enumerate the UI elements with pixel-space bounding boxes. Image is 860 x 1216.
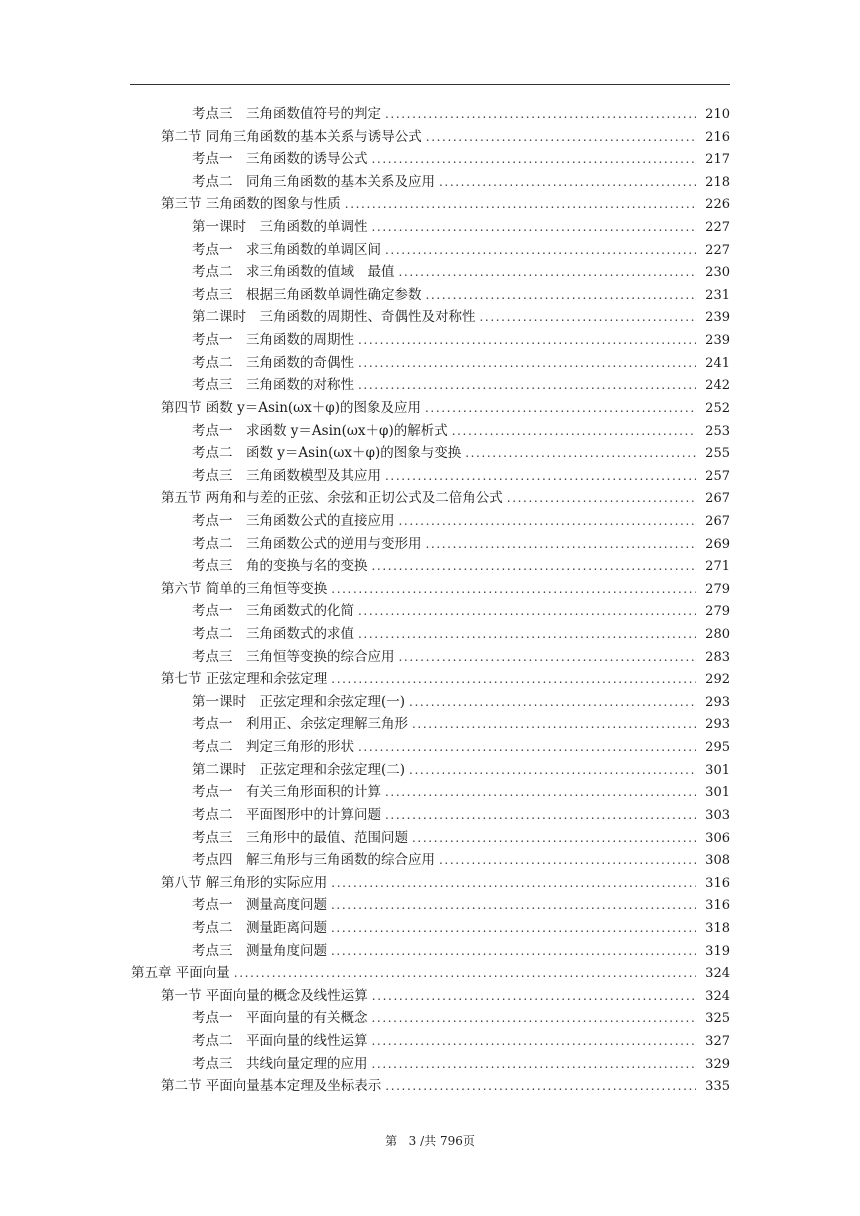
toc-entry-title: 考点二 三角函数公式的逆用与变形用: [192, 535, 422, 552]
toc-entry[interactable]: [0, 668, 860, 691]
toc-entry[interactable]: [0, 1053, 860, 1076]
dot-leader: [385, 804, 696, 827]
dot-leader: [399, 646, 697, 669]
dot-leader: [331, 578, 696, 601]
toc-entry-page: 271: [705, 559, 730, 575]
toc-entry[interactable]: [0, 827, 860, 850]
toc-entry[interactable]: [0, 804, 860, 827]
toc-entry-title: 考点一 有关三角形面积的计算: [192, 784, 381, 801]
toc-entry[interactable]: [0, 284, 860, 307]
toc-entry-page: 295: [705, 740, 730, 756]
toc-entry-title: 考点三 三角形中的最值、范围问题: [192, 829, 408, 846]
toc-entry[interactable]: [0, 600, 860, 623]
toc-entry-page: 227: [705, 242, 730, 258]
toc-entry[interactable]: [0, 736, 860, 759]
toc-entry-title: 考点一 求函数 y＝Asin(ωx＋φ)的解析式: [192, 422, 448, 439]
toc-entry-title: 考点二 求三角函数的值域 最值: [192, 264, 395, 281]
dot-leader: [372, 1030, 697, 1053]
toc-entry[interactable]: [0, 193, 860, 216]
toc-entry-page: 327: [705, 1033, 730, 1049]
dot-leader: [385, 781, 696, 804]
toc-entry-page: 292: [705, 672, 730, 688]
dot-leader: [385, 1075, 696, 1098]
toc-entry-page: 324: [705, 966, 730, 982]
toc-entry-page: 269: [705, 536, 730, 552]
toc-entry-title: 第二课时 三角函数的周期性、奇偶性及对称性: [192, 309, 476, 326]
toc-entry-page: 318: [705, 920, 730, 936]
toc-entry-title: 考点三 三角函数的对称性: [192, 377, 354, 394]
toc-entry-title: 第一课时 三角函数的单调性: [192, 219, 368, 236]
header-rule: [130, 84, 730, 85]
toc-entry-title: 考点三 角的变换与名的变换: [192, 558, 368, 575]
toc-entry[interactable]: [0, 872, 860, 895]
toc-entry-title: 考点一 三角函数的诱导公式: [192, 151, 368, 168]
toc-entry-page: 239: [705, 310, 730, 326]
toc-entry-title: 第八节 解三角形的实际应用: [161, 874, 328, 891]
toc-entry[interactable]: [0, 759, 860, 782]
toc-entry-page: 279: [705, 604, 730, 620]
toc-entry-page: 303: [705, 807, 730, 823]
toc-entry-page: 218: [705, 174, 730, 190]
toc-entry[interactable]: [0, 352, 860, 375]
dot-leader: [426, 284, 697, 307]
toc-entry[interactable]: [0, 533, 860, 556]
dot-leader: [399, 510, 697, 533]
toc-entry[interactable]: [0, 397, 860, 420]
toc-entry[interactable]: [0, 261, 860, 284]
dot-leader: [234, 962, 696, 985]
toc-entry-page: 325: [705, 1011, 730, 1027]
toc-entry-page: 301: [705, 762, 730, 778]
dot-leader: [426, 126, 696, 149]
toc-entry-page: 242: [705, 378, 730, 394]
dot-leader: [331, 668, 696, 691]
toc-entry-page: 306: [705, 830, 730, 846]
toc-entry-page: 280: [705, 627, 730, 643]
toc-entry-page: 253: [705, 423, 730, 439]
toc-entry[interactable]: [0, 985, 860, 1008]
dot-leader: [372, 216, 697, 239]
toc-entry[interactable]: [0, 442, 860, 465]
toc-entry[interactable]: [0, 849, 860, 872]
toc-entry-title: 考点一 平面向量的有关概念: [192, 1010, 368, 1027]
toc-entry[interactable]: [0, 126, 860, 149]
footer-prefix: 第: [385, 1134, 398, 1148]
dot-leader: [358, 623, 696, 646]
toc-entry[interactable]: [0, 646, 860, 669]
toc-entry-page: 301: [705, 785, 730, 801]
footer-separator: /共: [420, 1134, 437, 1148]
toc-entry-page: 329: [705, 1056, 730, 1072]
toc-entry-title: 第四节 函数 y＝Asin(ωx＋φ)的图象及应用: [161, 399, 422, 416]
toc-entry[interactable]: [0, 216, 860, 239]
toc-entry[interactable]: [0, 487, 860, 510]
toc-entry[interactable]: [0, 623, 860, 646]
dot-leader: [439, 171, 696, 194]
toc-entry-page: 230: [705, 265, 730, 281]
toc-entry[interactable]: [0, 103, 860, 126]
dot-leader: [331, 940, 696, 963]
toc-entry-page: 210: [705, 107, 730, 122]
toc-entry-title: 第五章 平面向量: [131, 965, 230, 982]
dot-leader: [358, 374, 696, 397]
toc-entry-page: 316: [705, 898, 730, 914]
dot-leader: [480, 306, 697, 329]
toc-entry-page: 239: [705, 333, 730, 349]
dot-leader: [358, 736, 696, 759]
toc-entry[interactable]: [0, 578, 860, 601]
toc-entry[interactable]: [0, 1007, 860, 1030]
toc-entry[interactable]: [0, 894, 860, 917]
toc-entry[interactable]: [0, 940, 860, 963]
dot-leader: [358, 352, 696, 375]
toc-entry-title: 考点三 三角函数值符号的判定: [192, 106, 381, 122]
toc-entry-page: 316: [705, 875, 730, 891]
dot-leader: [385, 103, 696, 126]
dot-leader: [358, 329, 696, 352]
toc-entry[interactable]: [0, 510, 860, 533]
toc-entry-title: 考点二 平面向量的线性运算: [192, 1032, 368, 1049]
dot-leader: [465, 442, 696, 465]
toc-entry-title: 考点一 测量高度问题: [192, 897, 327, 914]
dot-leader: [372, 985, 696, 1008]
dot-leader: [452, 420, 696, 443]
toc-entry-title: 第一节 平面向量的概念及线性运算: [161, 987, 368, 1004]
toc-entry-page: 283: [705, 649, 730, 665]
toc-entry-title: 第六节 简单的三角恒等变换: [161, 580, 328, 597]
toc-entry-title: 第二节 同角三角函数的基本关系与诱导公式: [161, 128, 422, 145]
dot-leader: [425, 397, 696, 420]
footer-suffix: 页: [462, 1134, 475, 1148]
toc-entry-title: 考点三 共线向量定理的应用: [192, 1055, 368, 1072]
dot-leader: [372, 1007, 697, 1030]
dot-leader: [372, 555, 697, 578]
dot-leader: [412, 827, 696, 850]
toc-entry-title: 考点一 三角函数式的化简: [192, 603, 354, 620]
toc-entry-title: 考点二 函数 y＝Asin(ωx＋φ)的图象与变换: [192, 445, 462, 462]
dot-leader: [372, 148, 697, 171]
toc-entry-title: 考点一 利用正、余弦定理解三角形: [192, 716, 408, 733]
toc-entry-page: 217: [705, 152, 730, 168]
dot-leader: [507, 487, 696, 510]
toc-entry[interactable]: [0, 691, 860, 714]
toc-entry-title: 第七节 正弦定理和余弦定理: [161, 671, 328, 688]
toc-entry-title: 考点一 三角函数公式的直接应用: [192, 512, 395, 529]
toc-entry-title: 考点三 根据三角函数单调性确定参数: [192, 286, 422, 303]
dot-leader: [345, 193, 696, 216]
toc-entry-title: 考点四 解三角形与三角函数的综合应用: [192, 852, 435, 869]
toc-entry-page: 293: [705, 717, 730, 733]
toc-entry[interactable]: [0, 781, 860, 804]
toc-entry-page: 226: [705, 197, 730, 213]
toc-entry-page: 257: [705, 468, 730, 484]
dot-leader: [409, 759, 696, 782]
toc-entry[interactable]: [0, 1030, 860, 1053]
toc-entry-title: 考点一 三角函数的周期性: [192, 332, 354, 349]
toc-entry-page: 227: [705, 220, 730, 236]
toc-entry[interactable]: [0, 465, 860, 488]
toc-entry-title: 第二节 平面向量基本定理及坐标表示: [161, 1078, 382, 1095]
toc-entry[interactable]: [0, 917, 860, 940]
toc-entry-title: 考点三 三角函数模型及其应用: [192, 467, 381, 484]
dot-leader: [358, 600, 696, 623]
toc-entry-title: 第三节 三角函数的图象与性质: [161, 196, 341, 213]
dot-leader: [331, 872, 696, 895]
toc-entry-title: 第二课时 正弦定理和余弦定理(二): [192, 761, 406, 778]
dot-leader: [409, 691, 696, 714]
toc-entry-page: 231: [705, 287, 730, 303]
toc-entry-page: 335: [705, 1079, 730, 1095]
toc-entry-page: 255: [705, 446, 730, 462]
toc-entry-page: 319: [705, 943, 730, 959]
toc-entry-page: 216: [705, 129, 730, 145]
toc-entry[interactable]: [0, 329, 860, 352]
toc-entry-page: 308: [705, 853, 730, 869]
toc-entry-title: 考点二 平面图形中的计算问题: [192, 806, 381, 823]
toc-entry-page: 293: [705, 694, 730, 710]
toc-entry-page: 324: [705, 988, 730, 1004]
toc-entry-title: 考点三 测量角度问题: [192, 942, 327, 959]
toc-entry-page: 279: [705, 581, 730, 597]
toc-entry-title: 考点二 三角函数式的求值: [192, 626, 354, 643]
dot-leader: [385, 239, 696, 262]
table-of-contents: [0, 103, 860, 1098]
toc-entry-title: 考点一 求三角函数的单调区间: [192, 241, 381, 258]
toc-entry[interactable]: [0, 171, 860, 194]
dot-leader: [426, 533, 697, 556]
dot-leader: [385, 465, 696, 488]
toc-entry[interactable]: [0, 555, 860, 578]
toc-entry[interactable]: [0, 1075, 860, 1098]
toc-entry[interactable]: [0, 306, 860, 329]
toc-entry-page: 252: [705, 400, 730, 416]
toc-entry-title: 考点二 同角三角函数的基本关系及应用: [192, 173, 435, 190]
toc-entry[interactable]: [0, 239, 860, 262]
toc-entry[interactable]: [0, 374, 860, 397]
footer-current-page: 3: [408, 1134, 417, 1148]
dot-leader: [399, 261, 697, 284]
toc-entry[interactable]: [0, 713, 860, 736]
toc-entry[interactable]: [0, 420, 860, 443]
dot-leader: [331, 894, 696, 917]
dot-leader: [331, 917, 696, 940]
page-footer: [0, 1132, 860, 1149]
toc-entry-title: 考点二 测量距离问题: [192, 919, 327, 936]
dot-leader: [412, 713, 696, 736]
toc-entry[interactable]: [0, 962, 860, 985]
toc-entry[interactable]: [0, 148, 860, 171]
toc-entry-page: 241: [705, 355, 730, 371]
footer-total-pages: 796: [439, 1134, 463, 1148]
toc-entry-page: 267: [705, 513, 730, 529]
toc-entry-title: 第五节 两角和与差的正弦、余弦和正切公式及二倍角公式: [161, 490, 503, 507]
toc-entry-page: 267: [705, 491, 730, 507]
toc-entry-title: 第一课时 正弦定理和余弦定理(一): [192, 693, 406, 710]
toc-entry-title: 考点二 判定三角形的形状: [192, 739, 354, 756]
dot-leader: [439, 849, 696, 872]
toc-entry-title: 考点三 三角恒等变换的综合应用: [192, 648, 395, 665]
toc-entry-title: 考点二 三角函数的奇偶性: [192, 354, 354, 371]
dot-leader: [372, 1053, 697, 1076]
